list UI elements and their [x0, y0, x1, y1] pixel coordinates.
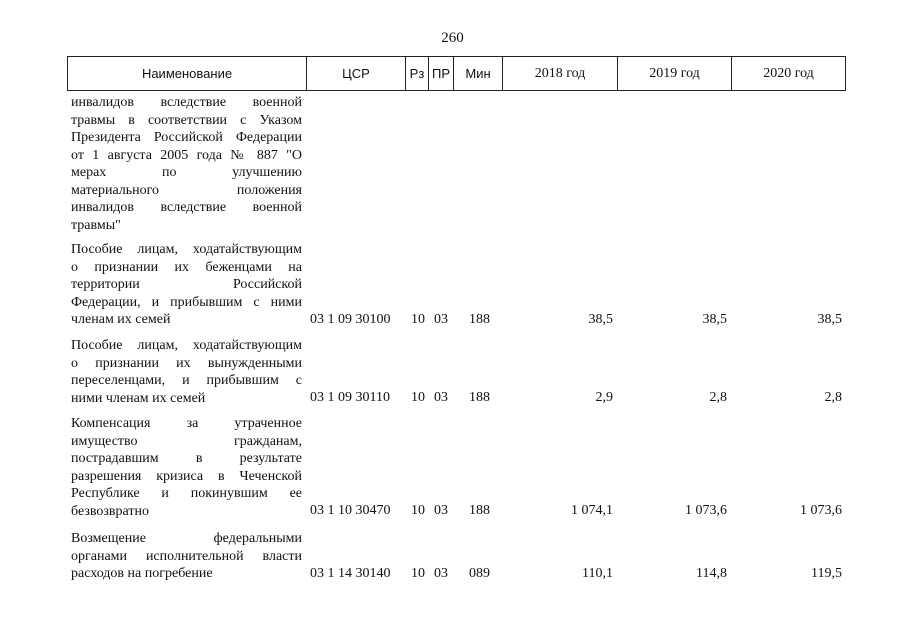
row-name-line: переселенцами, и прибывшим с	[71, 373, 302, 388]
row-2019: 2,8	[709, 390, 727, 405]
header-2018: 2018 год	[502, 57, 617, 90]
row-rz: 10	[411, 390, 425, 405]
row-name-line: имущество гражданам,	[71, 433, 302, 449]
row-name-line: инвалидов вследствие военной	[71, 200, 302, 215]
row-name-line: Президента Российской Федерации	[71, 130, 302, 145]
row-min: 089	[469, 566, 490, 581]
row-pr: 03	[434, 312, 448, 327]
row-name-line: травмы"	[71, 217, 121, 233]
header-2020: 2020 год	[731, 57, 845, 90]
header-rz: Рз	[405, 57, 428, 90]
row-2018: 2,9	[595, 390, 613, 405]
table-header	[67, 56, 846, 91]
row-csr: 03 1 09 30110	[310, 390, 390, 405]
row-2018: 110,1	[582, 566, 613, 581]
row-name-line: Пособие лицам, ходатайствующим	[71, 242, 302, 257]
row-name	[71, 337, 302, 407]
row-name-line: Пособие лицам, ходатайствующим	[71, 338, 302, 353]
page-number: 260	[441, 30, 464, 46]
row-name-line: разрешения кризиса в Чеченской	[71, 468, 302, 484]
row-2019: 38,5	[702, 312, 727, 327]
row-name-line: Компенсация за утраченное	[71, 416, 302, 431]
row-2019: 114,8	[696, 566, 727, 581]
header-csr: ЦСР	[306, 57, 405, 90]
row-name-line: ними членам их семей	[71, 390, 206, 406]
header-name: Наименование	[141, 66, 233, 81]
row-rz: 10	[411, 503, 425, 518]
row-name-line: расходов на погребение	[71, 566, 213, 581]
row-min: 188	[469, 312, 490, 327]
row-name-line: органами исполнительной власти	[71, 548, 302, 564]
row-name	[71, 530, 302, 583]
row-name-line: от 1 августа 2005 года № 887 "О	[71, 147, 302, 163]
row-rz: 10	[411, 312, 425, 327]
row-pr: 03	[434, 390, 448, 405]
row-name	[71, 94, 302, 234]
row-2020: 1 073,6	[800, 503, 842, 518]
row-csr: 03 1 10 30470	[310, 503, 391, 518]
row-name-line: инвалидов вследствие военной	[71, 95, 302, 110]
row-2020: 38,5	[817, 312, 842, 327]
row-min: 188	[469, 503, 490, 518]
row-name-line: травмы в соответствии с Указом	[71, 112, 302, 128]
row-2020: 119,5	[811, 566, 842, 581]
row-2020: 2,8	[824, 390, 842, 405]
row-rz: 10	[411, 566, 425, 581]
row-name-line: мерах по улучшению	[71, 165, 302, 180]
header-min: Мин	[453, 57, 502, 90]
row-name-line: Республике и покинувшим ее	[71, 486, 302, 501]
row-2019: 1 073,6	[685, 503, 727, 518]
row-name-line: о признании их беженцами на	[71, 259, 302, 275]
row-name-line: безвозвратно	[71, 503, 149, 519]
header-pr: ПР	[428, 57, 453, 90]
row-name-line: материального положения	[71, 182, 302, 198]
row-name	[71, 241, 302, 329]
row-pr: 03	[434, 566, 448, 581]
header-2019: 2019 год	[617, 57, 731, 90]
row-name-line: пострадавшим в результате	[71, 451, 302, 466]
row-csr: 03 1 14 30140	[310, 566, 391, 581]
row-min: 188	[469, 390, 490, 405]
row-csr: 03 1 09 30100	[310, 312, 391, 327]
row-name-line: о признании их вынужденными	[71, 355, 302, 371]
row-pr: 03	[434, 503, 448, 518]
row-name-line: членам их семей	[71, 312, 171, 327]
row-name	[71, 415, 302, 520]
row-2018: 1 074,1	[571, 503, 613, 518]
row-name-line: Федерации, и прибывшим с ними	[71, 294, 302, 310]
row-name-line: территории Российской	[71, 277, 302, 292]
row-2018: 38,5	[588, 312, 613, 327]
row-name-line: Возмещение федеральными	[71, 531, 302, 546]
